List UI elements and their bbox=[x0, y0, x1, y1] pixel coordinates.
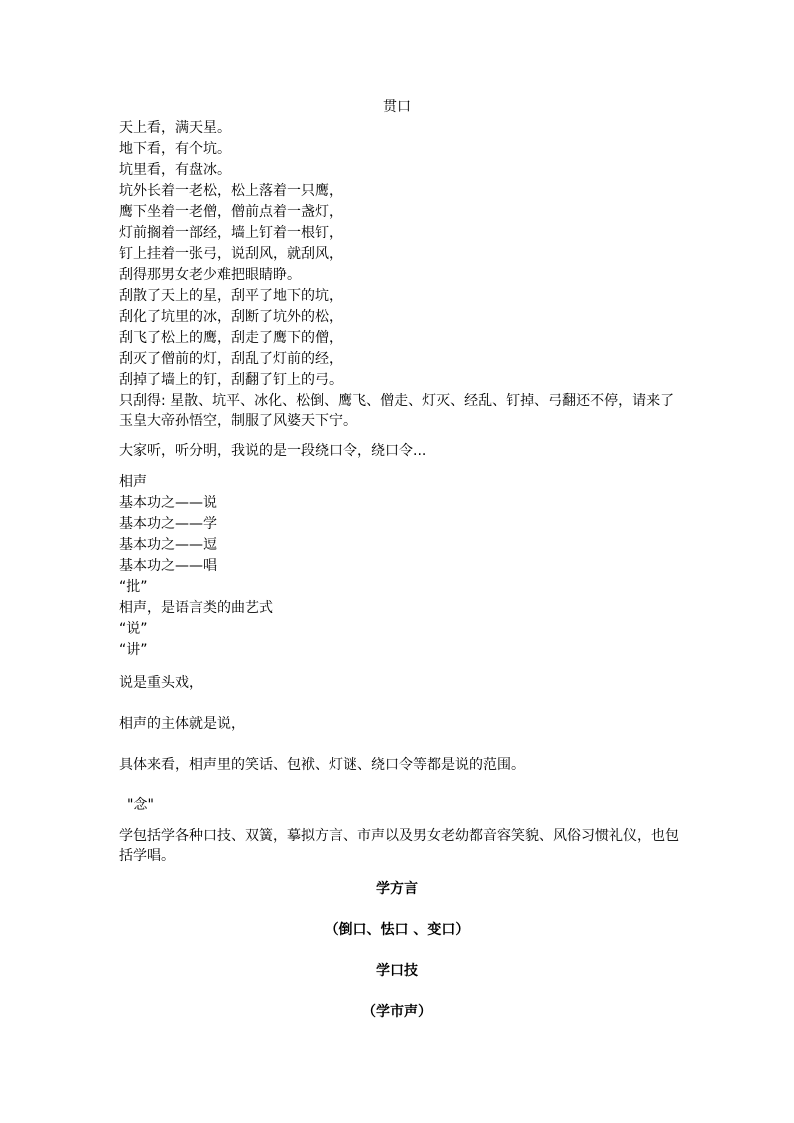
paragraph: 学包括学各种口技、双簧，摹拟方言、市声以及男女老幼都音容笑貌、风俗习惯礼仪，也包括学唱。 bbox=[119, 828, 679, 864]
heading: 学口技 bbox=[376, 963, 418, 979]
poem-line: 地下看，有个坑。 bbox=[119, 141, 231, 157]
heading: （学市声） bbox=[362, 1004, 432, 1020]
heading: 学方言 bbox=[376, 881, 418, 897]
poem-line: 天上看，满天星。 bbox=[119, 120, 231, 136]
poem-line: 刮得那男女老少难把眼睛睁。 bbox=[119, 267, 301, 283]
paragraph: 具体来看，相声里的笑话、包袱、灯谜、绕口令等都是说的范围。 bbox=[119, 757, 525, 773]
basic-skill-item: 基本功之——逗 bbox=[119, 537, 217, 553]
poem-ending: 只刮得: 星散、坑平、冰化、松倒、鹰飞、僧走、灯灭、经乱、钉掉、弓翻还不停，请来了玉皇大帝孙悟空，制服了风婆天下宁。 bbox=[119, 393, 675, 429]
heading: （倒口、怯口 、变口） bbox=[324, 922, 470, 938]
basic-skill-item: 基本功之——唱 bbox=[119, 558, 217, 574]
quote-shuo: “说” bbox=[119, 621, 148, 637]
quote-pi: “批” bbox=[119, 579, 148, 595]
poem-line: 刮飞了松上的鹰，刮走了鹰下的僧， bbox=[119, 330, 343, 346]
paragraph: 相声的主体就是说， bbox=[119, 716, 245, 732]
poem-line: 坑里看，有盘冰。 bbox=[119, 162, 231, 178]
poem-line: 刮灭了僧前的灯，刮乱了灯前的经， bbox=[119, 351, 343, 367]
basic-skill-item: 基本功之——说 bbox=[119, 495, 217, 511]
section-title: 相声 bbox=[119, 474, 147, 490]
quote-jiang: “讲” bbox=[119, 642, 148, 658]
poem-line: 钉上挂着一张弓，说刮风，就刮风， bbox=[119, 246, 343, 262]
definition-line: 相声，是语言类的曲艺式 bbox=[119, 600, 273, 616]
poem-line: 刮散了天上的星，刮平了地下的坑， bbox=[119, 288, 343, 304]
poem-line: 刮化了坑里的冰，刮断了坑外的松， bbox=[119, 309, 343, 325]
basic-skill-item: 基本功之——学 bbox=[119, 516, 217, 532]
poem-line: 坑外长着一老松，松上落着一只鹰， bbox=[119, 183, 343, 199]
poem-line: 灯前搁着一部经，墙上钉着一根钉， bbox=[119, 225, 343, 241]
doc-title: 贯口 bbox=[383, 99, 411, 115]
quote-nian: "念" bbox=[127, 797, 154, 813]
paragraph: 说是重头戏， bbox=[119, 675, 203, 691]
tongue-twister-line: 大家听，听分明，我说的是一段绕口令，绕口令... bbox=[119, 443, 427, 459]
poem-line: 鹰下坐着一老僧，僧前点着一盏灯， bbox=[119, 204, 343, 220]
poem-line: 刮掉了墙上的钉，刮翻了钉上的弓。 bbox=[119, 372, 343, 388]
